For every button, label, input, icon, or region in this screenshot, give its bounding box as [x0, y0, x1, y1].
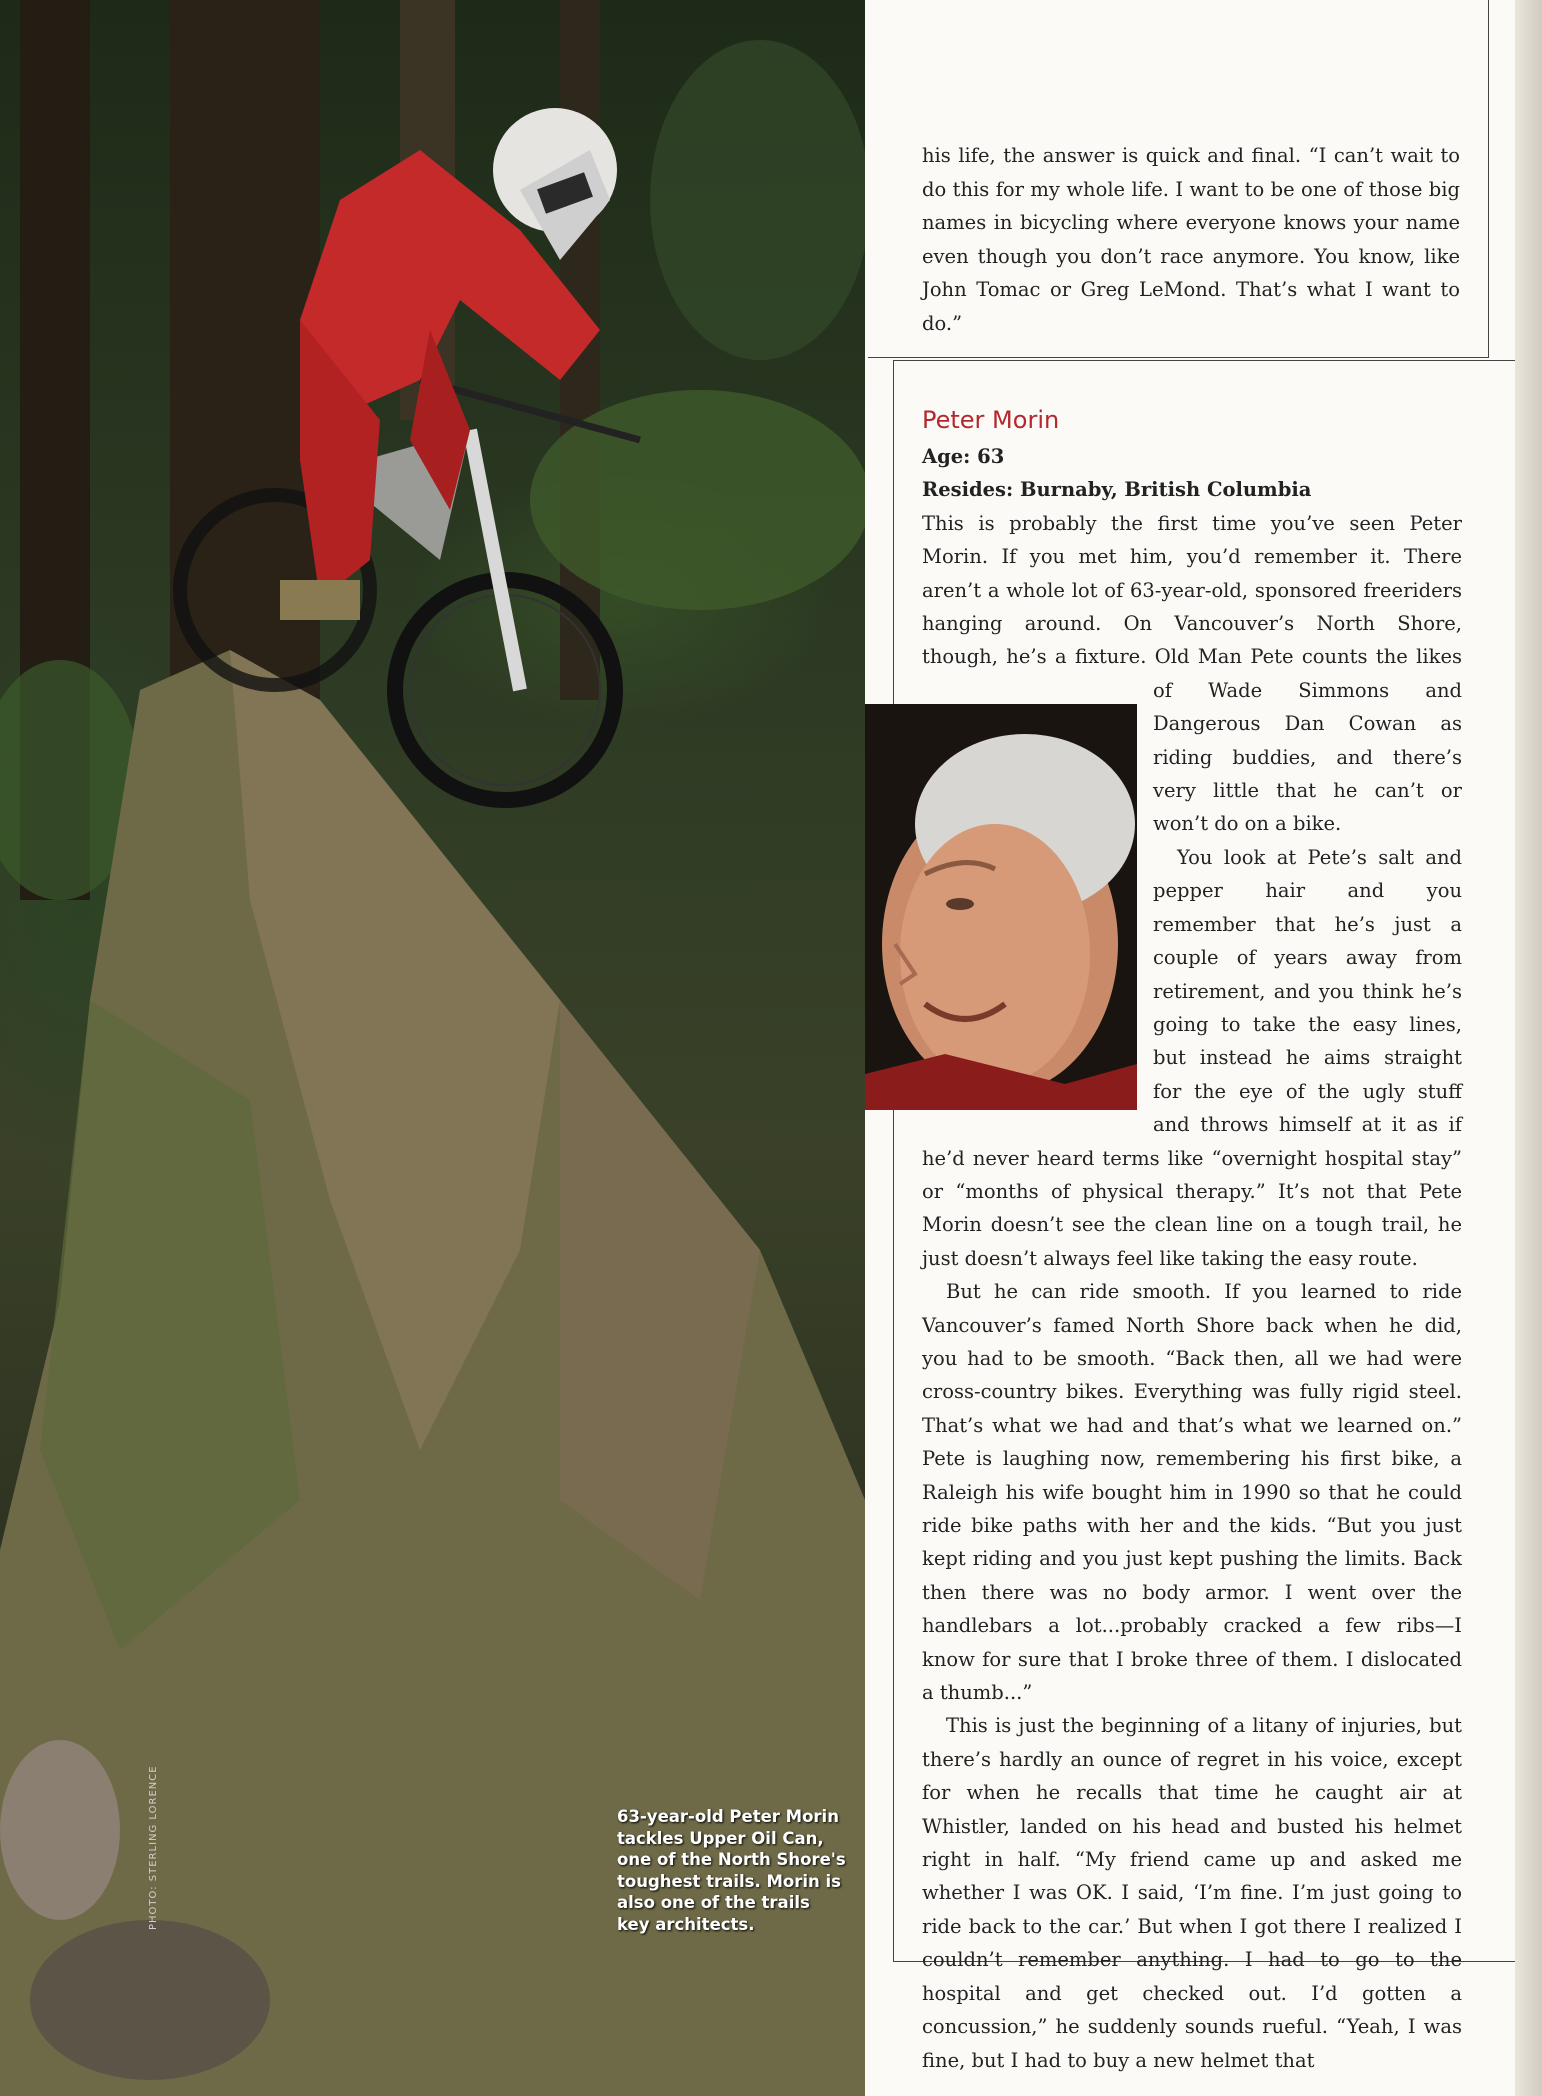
profile-article	[922, 404, 1462, 2077]
profile-age: Age: 63	[922, 445, 1005, 468]
paragraph-4: This is just the beginning of a litany of injuries, but there’s hardly an ounce of regret in his voice, except for when he recalls that time he caught air at Whistler, landed on his head and busted his helmet right in half. “My friend came up and asked me whether I was OK. I said, ‘I’m fine. I’m just going to ride back to the car.’ But when I got there I realized I couldn’t remember anything. I had to go to the hospital and get checked out. I’d gotten a concussion,” he suddenly sounds rueful. “Yeah, I was fine, but I had to buy a new helmet that	[922, 1714, 1462, 2072]
photo-caption: 63-year-old Peter Morin tackles Upper Oil Can, one of the North Shore's toughest trails. Morin is also one of the trails key architects.	[617, 1807, 846, 1934]
photo-credit: PHOTO: STERLING LORENCE	[148, 1765, 159, 1930]
paragraph-1: This is probably the first time you’ve seen Peter Morin. If you met him, you’d remember it. There aren’t a whole lot of 63-year-old, sponsored freeriders hanging around. On Vancouver’s North Shore, though, he’s a fixture. Old Man Pete counts the likes of Wade Simmons and Dangerous Dan Cowan as riding buddies, and there’s very little that he can’t or won’t do on a bike.	[922, 511, 1462, 836]
paragraph-2: You look at Pete’s salt and pepper hair and you remember that he’s just a couple of years away from retirement, and you think he’s going to take the easy lines, but instead he aims straight for the eye of the ugly stuff and throws himself at it as if he’d never heard terms like “overnight hospital stay” or “months of physical therapy.” It’s not that Pete Morin doesn’t see the clean line on a tough trail, he just doesn’t always feel like taking the easy route.	[922, 845, 1462, 1270]
portrait-photo	[865, 704, 1137, 1110]
profile-resides: Resides: Burnaby, British Columbia	[922, 478, 1312, 502]
page-gutter-shadow	[1515, 0, 1542, 2096]
continued-paragraph: his life, the answer is quick and final. “I can’t wait to do this for my whole life. I want to be one of those big names in bicycling where everyone knows your name even though you don’t race anymore. You know, like John Tomac or Greg LeMond. That’s what I want to do.”	[922, 144, 1460, 335]
profile-name: Peter Morin	[922, 406, 1060, 434]
portrait-illustration	[865, 704, 1137, 1110]
paragraph-3: But he can ride smooth. If you learned to ride Vancouver’s famed North Shore back when he did, you had to be smooth. “Back then, all we had were cross-country bikes. Everything was fully rigid steel. That’s what we had and that’s what we learned on.” Pete is laughing now, remembering his first bike, a Raleigh his wife bought him in 1990 so that he could ride bike paths with her and the kids. “But you just kept riding and you just kept pushing the limits. Back then there was no body armor. I went over the handlebars a lot...probably cracked a few ribs—I know for sure that I broke three of them. I dislocated a thumb...”	[922, 1280, 1462, 1705]
